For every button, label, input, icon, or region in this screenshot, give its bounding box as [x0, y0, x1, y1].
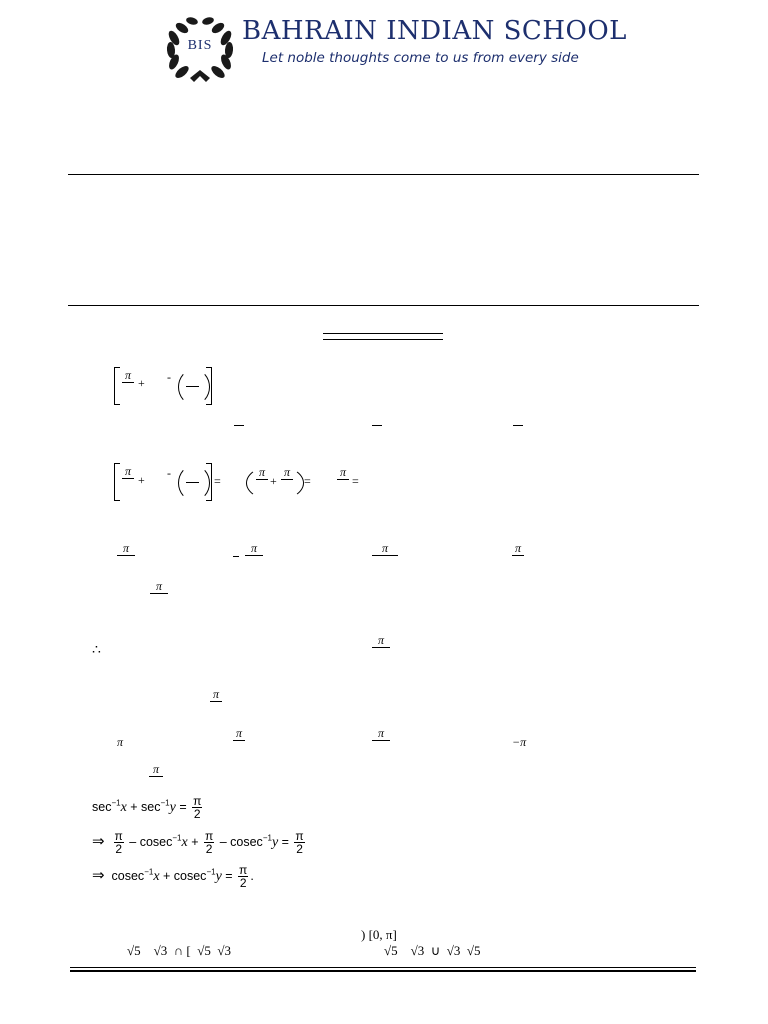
fraction: π — [372, 634, 390, 648]
option-c-fraction: π — [372, 542, 398, 556]
equals-sign: = — [304, 474, 311, 488]
roots-left: √5 √3 ∩ [ √5 √3 — [127, 943, 232, 958]
plus-sign: + — [138, 473, 145, 487]
equation-implies-2: ⇒ cosec$^{-1}$x + cosec$^{-1}$y = $\frac{\pi}{2}$ . — [92, 863, 254, 890]
left-bracket — [114, 463, 120, 501]
option-b-fraction: π — [233, 727, 245, 741]
option-d-value: −π — [512, 735, 527, 749]
fraction: π — [336, 466, 350, 480]
fraction-bar — [513, 425, 523, 426]
fraction: π — [210, 688, 222, 702]
header-rule — [68, 174, 699, 175]
left-bracket — [114, 367, 120, 405]
answer-fraction: π — [149, 763, 163, 777]
equation-sec: $\sec^{-1}x + \sec^{-1}y$ = $\frac{\pi}{2}$ — [92, 794, 202, 821]
fraction-bar — [186, 386, 199, 387]
fraction-bar — [372, 425, 382, 426]
fraction-bar — [186, 482, 199, 483]
school-header — [160, 8, 627, 88]
equation-implies-1: ⇒ $\frac{\pi}{2}$ – cosec$^{-1}$x + $\frac{\pi}{2}$ – cosec$^{-1}$y = $\frac{\pi}{2}$ — [92, 829, 304, 856]
therefore-symbol: ∴ — [92, 643, 101, 658]
plus-sign: + — [270, 474, 277, 488]
fraction: $\frac{\pi}{2}$ — [295, 829, 304, 856]
school-motto: Let noble thoughts come to us from every side — [262, 50, 579, 66]
minus-sign: - — [167, 466, 171, 480]
minus-sign-mark — [233, 556, 239, 557]
option-d-fraction: π — [512, 542, 524, 556]
answer-fraction: π — [150, 580, 168, 594]
option-a-value: π — [117, 735, 124, 749]
school-logo — [160, 8, 240, 88]
roots-right: √5 √3 ∪ √3 √5 — [384, 943, 481, 958]
fraction: π — [280, 466, 294, 480]
equals-sign: = — [352, 474, 359, 488]
fraction: π — [121, 465, 135, 479]
fraction: $\frac{\pi}{2}$ — [239, 863, 248, 890]
option-b-fraction: π — [245, 542, 263, 556]
footer-rule-top — [70, 967, 696, 968]
footer-rule-bottom — [70, 970, 696, 972]
fraction: $\frac{\pi}{2}$ — [114, 829, 123, 856]
fraction: π — [121, 369, 135, 383]
title-underline — [323, 333, 443, 340]
school-name: BAHRAIN INDIAN SCHOOL — [242, 16, 627, 46]
fraction: $\frac{\pi}{2}$ — [193, 794, 202, 821]
right-bracket — [206, 463, 212, 501]
plus-sign: + — [138, 376, 145, 390]
right-bracket — [206, 367, 212, 405]
fraction: $\frac{\pi}{2}$ — [204, 829, 214, 856]
fraction-bar — [234, 425, 244, 426]
logo-initials: BIS — [187, 38, 213, 53]
option-a-fraction: π — [117, 542, 135, 556]
info-rule — [68, 305, 699, 306]
option-c-fraction: π — [372, 727, 390, 741]
fraction: π — [255, 466, 269, 480]
minus-sign: - — [167, 370, 171, 384]
equals-sign: = — [214, 474, 221, 488]
interval-text: ) [0, π] — [361, 927, 397, 942]
